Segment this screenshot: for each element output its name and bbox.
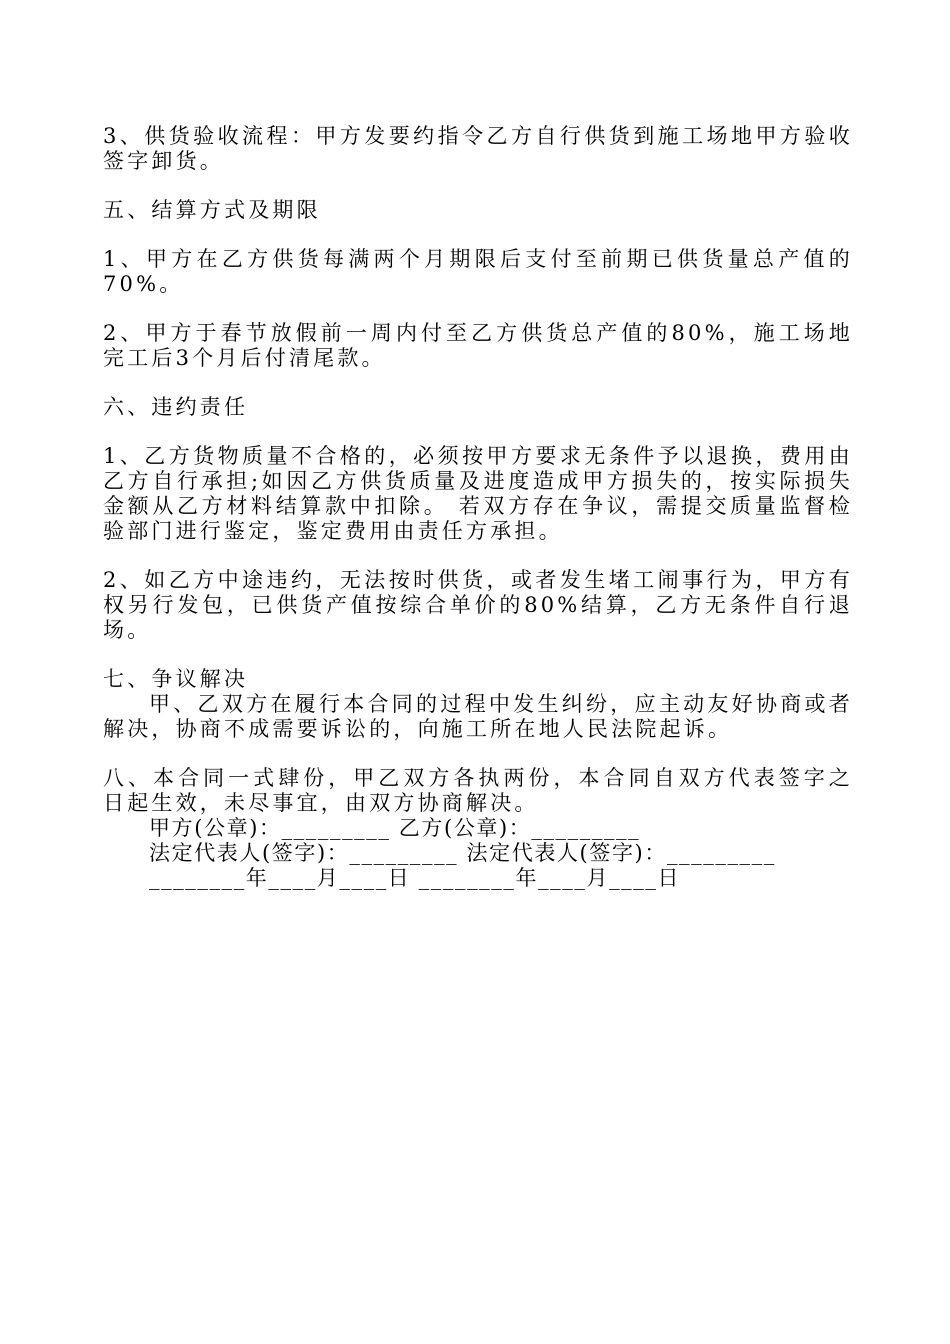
document-page (103, 124, 853, 891)
clause-7-paragraph: 甲、乙双方在履行本合同的过程中发生纠纷，应主动友好协商或者解决，协商不成需要诉讼的，向施工所在地人民法院起诉。 (103, 692, 853, 741)
section-8-paragraph: 八、本合同一式肆份，甲乙双方各执两份，本合同自双方代表签字之日起生效，未尽事宜，由双方协商解决。 (103, 766, 853, 815)
section-5-heading: 五、结算方式及期限 (103, 198, 321, 222)
clause-5-2-paragraph: 2、甲方于春节放假前一周内付至乙方供货总产值的80%，施工场地完工后3个月后付清尾款。 (103, 321, 853, 370)
section-6-heading: 六、违约责任 (103, 395, 249, 419)
section-7-heading: 七、争议解决 (103, 667, 249, 691)
clause-5-1-paragraph: 1、甲方在乙方供货每满两个月期限后支付至前期已供货量总产值的70%。 (103, 247, 853, 296)
legal-representative-line: 法定代表人(签字)：_________ 法定代表人(签字)：_________ (149, 841, 776, 865)
signing-date-line: ________年____月____日 ________年____月____日 (149, 866, 681, 890)
clause-4-3-paragraph: 3、供货验收流程：甲方发要约指令乙方自行供货到施工场地甲方验收签字卸货。 (103, 124, 853, 173)
company-seal-line: 甲方(公章)：_________ 乙方(公章)：_________ (149, 816, 641, 840)
clause-6-2-paragraph: 2、如乙方中途违约，无法按时供货，或者发生堵工闹事行为，甲方有权另行发包，已供货产值按综合单价的80%结算，乙方无条件自行退场。 (103, 568, 853, 642)
clause-6-1-paragraph: 1、乙方货物质量不合格的，必须按甲方要求无条件予以退换，费用由乙方自行承担;如因乙方供货质量及进度造成甲方损失的，按实际损失金额从乙方材料结算款中扣除。 若双方存在争议，需提交质量监督检验部门进行鉴定，鉴定费用由责任方承担。 (103, 444, 853, 543)
